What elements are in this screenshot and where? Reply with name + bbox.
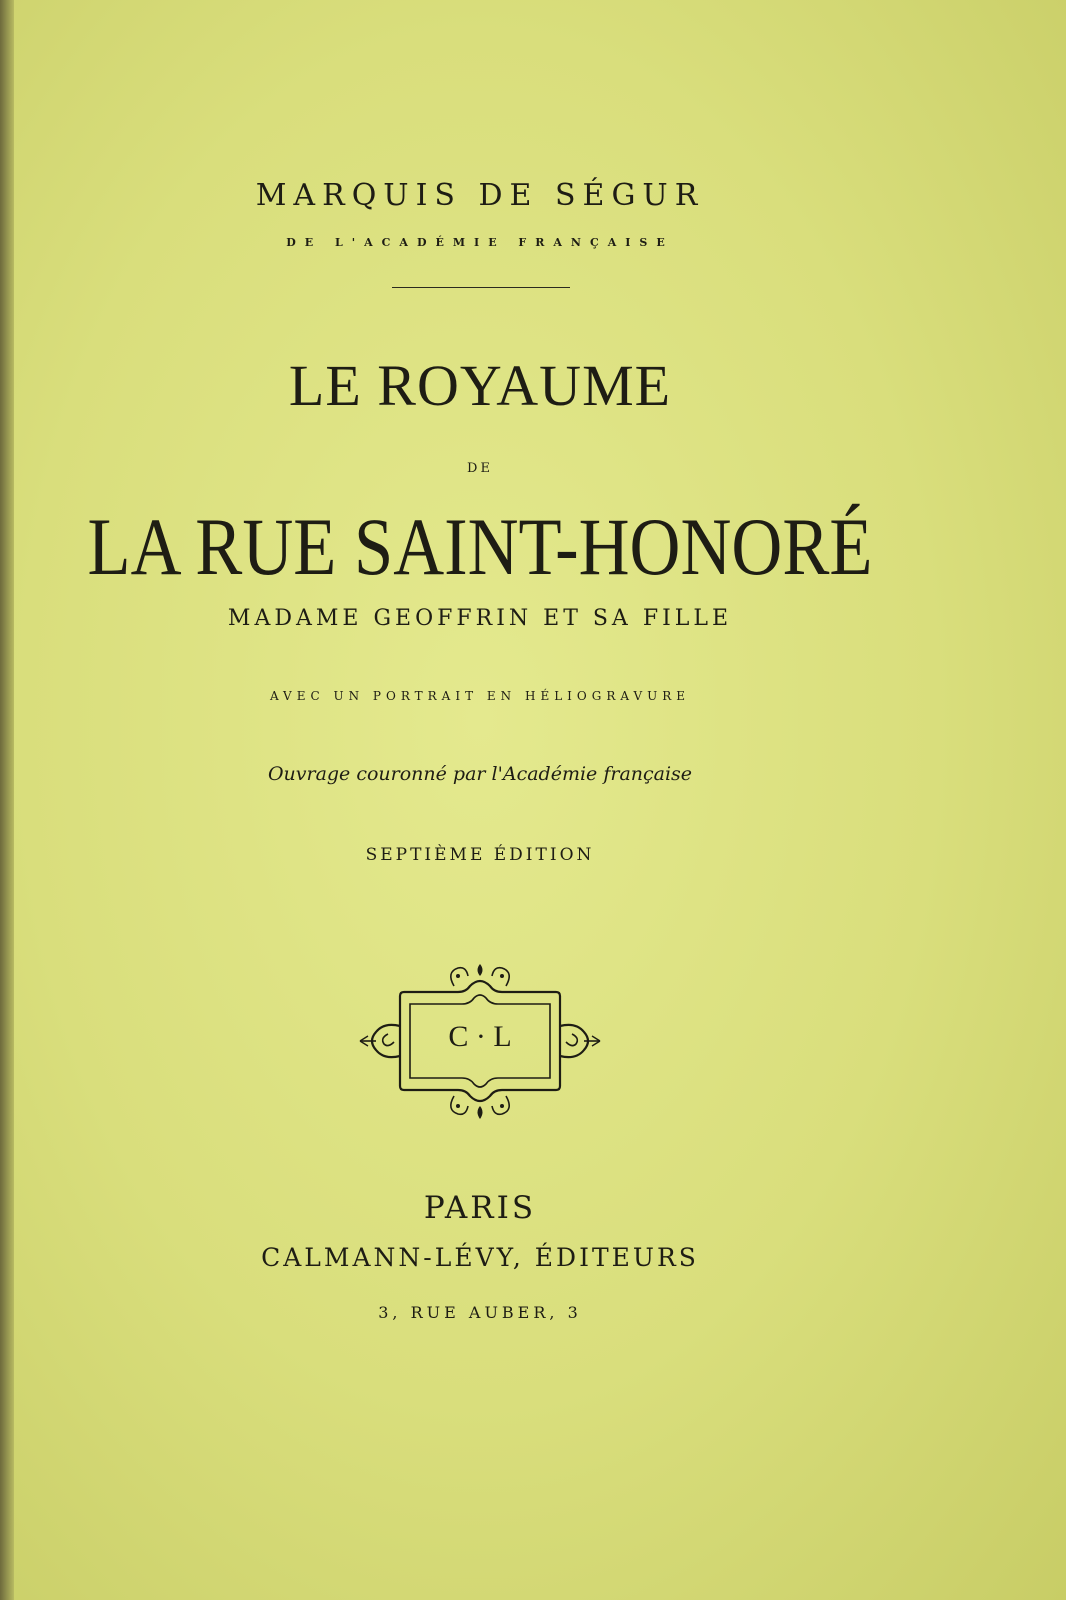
title-line-1: LE ROYAUME (288, 353, 672, 418)
author-name: MARQUIS DE SÉGUR (255, 178, 705, 213)
publisher-emblem (354, 962, 606, 1120)
portrait-note: AVEC UN PORTRAIT EN HÉLIOGRAVURE (269, 689, 691, 703)
edition-note: SEPTIÈME ÉDITION (365, 845, 595, 865)
award-note: Ouvrage couronné par l'Académie française (267, 763, 693, 785)
publisher-name: CALMANN-LÉVY, ÉDITEURS (261, 1243, 699, 1272)
publication-city: PARIS (423, 1190, 537, 1226)
publisher-monogram: C · L (448, 1020, 512, 1053)
subtitle: MADAME GEOFFRIN ET SA FILLE (227, 606, 733, 631)
title-connector: DE (467, 461, 493, 476)
divider-rule (392, 287, 570, 288)
publisher-address: 3, RUE AUBER, 3 (378, 1303, 582, 1322)
author-affiliation: DE L'ACADÉMIE FRANÇAISE (286, 236, 674, 249)
title-line-2: LA RUE SAINT-HONORÉ (87, 501, 873, 592)
